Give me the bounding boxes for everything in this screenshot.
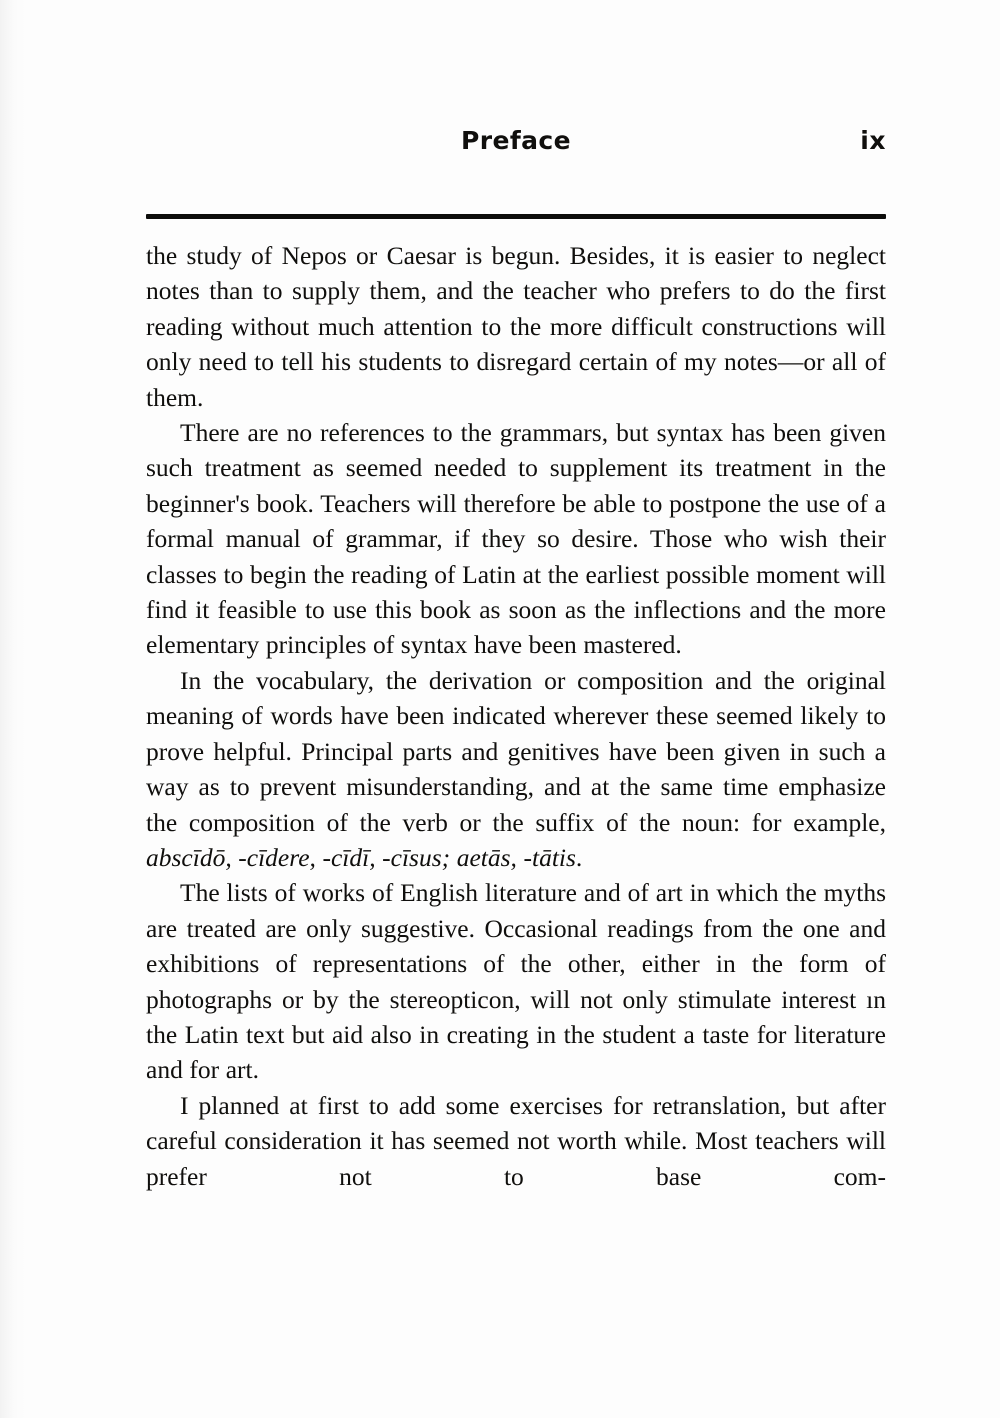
header-rule: [146, 214, 886, 219]
paragraph: There are no references to the grammars, but syntax has been given such treatment as seemed needed to supplement its treatment in the beginner's book. Teachers will therefore be able to postpone the use of a formal manual of grammar, if they so desire. Those who wish their classes to begin the reading of Latin at the earliest possible moment will find it feasible to use this book as soon as the inflections and the more elementary principles of syntax have been mastered.: [146, 418, 886, 660]
paragraph: [146, 663, 886, 875]
paragraph-text-tail: .: [575, 842, 583, 872]
running-head: [146, 126, 886, 178]
paragraph-text-lead: In the vocabulary, the derivation or composition and the original meaning of words have been indicated wherever these seemed likely to prove helpful. Principal parts and genitives have been given in such a way as to prevent misunderstanding, and at the same time emphasize the composition of the verb or the suffix of the noun: for example,: [146, 665, 886, 837]
paragraph: The lists of works of English literature and of art in which the myths are treated are only suggestive. Occasional readings from the one and exhibitions of representations of the other, either in the form of photographs or by the stereopticon, will not only stimulate interest ın the Latin text but aid also in creating in the student a taste for literature and for art.: [146, 878, 886, 1085]
page-content: [146, 0, 886, 1194]
paragraph: I planned at first to add some exercises for retranslation, but after careful consideration it has seemed not worth while. Most teachers will prefer not to base com-: [146, 1090, 886, 1191]
body-text: [146, 238, 886, 1194]
latin-example: abscīdō, -cīdere, -cīdī, -cīsus; aetās, -tātis: [146, 842, 576, 872]
page-number: ix: [860, 126, 886, 155]
paragraph: the study of Nepos or Caesar is begun. Besides, it is easier to neglect notes than to supply them, and the teacher who prefers to do the first reading without much attention to the more difficult constructions will only need to tell his students to disregard certain of my notes—or all of them.: [146, 241, 886, 412]
scan-edge-shadow: [0, 0, 26, 1418]
running-head-title: Preface: [461, 126, 571, 155]
